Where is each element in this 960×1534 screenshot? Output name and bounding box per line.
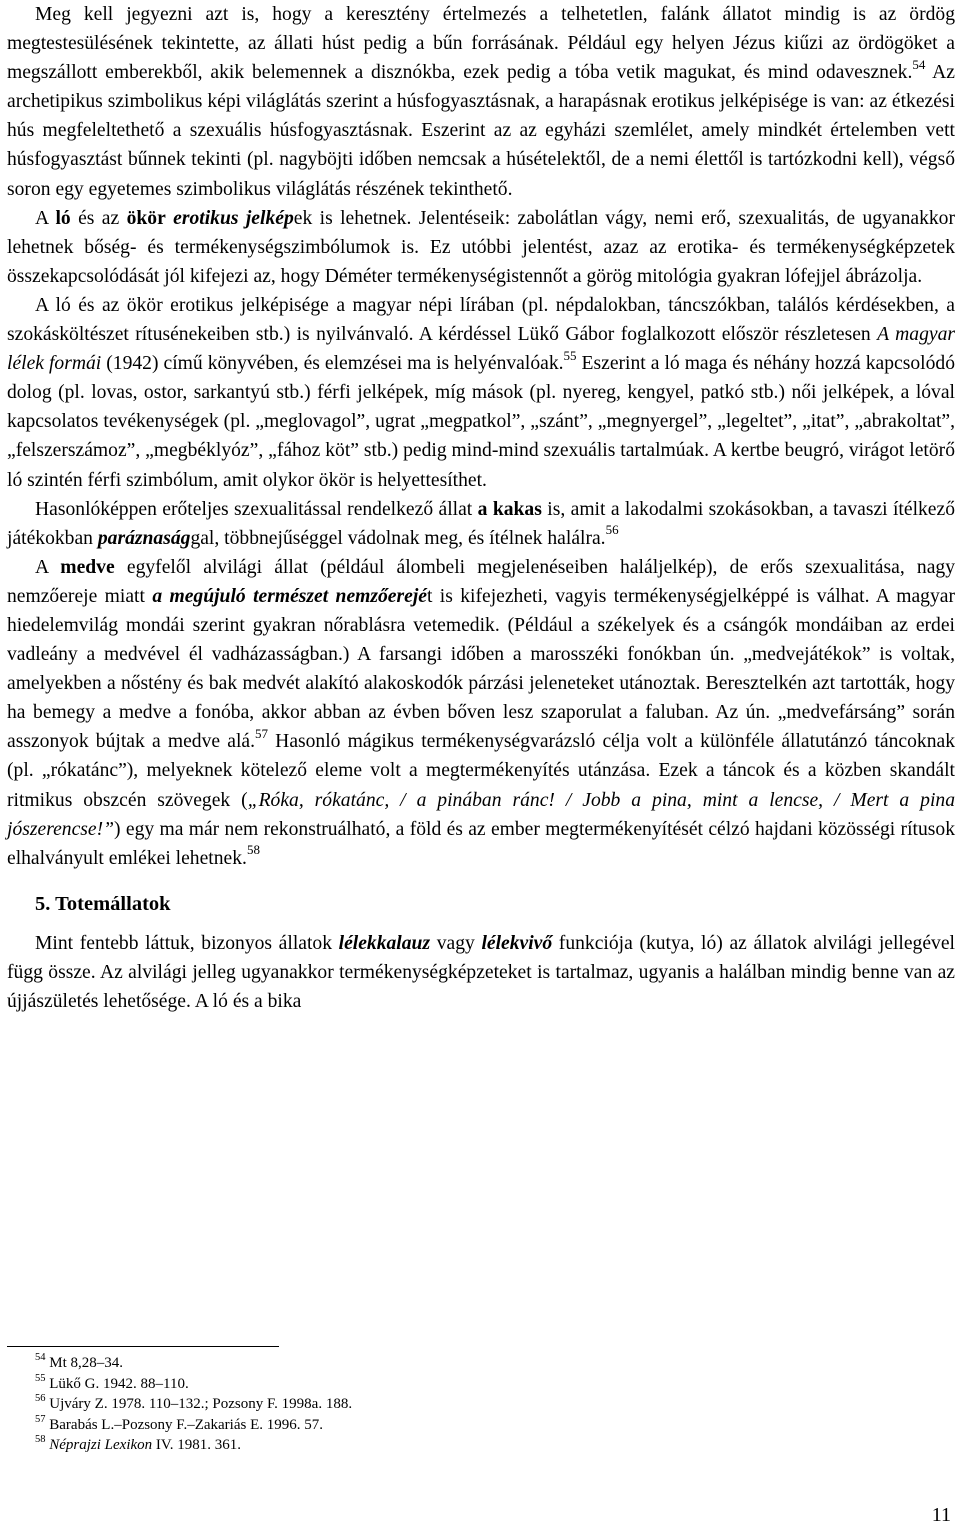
paragraph-bear: A medve egyfelől alvilági állat (például álombeli megjelenéseiben haláljelkép), de erős szexualitása, nagy nemzőereje miatt a megújuló természet nemzőerejét is kifejezheti, vagyis termékenységjelképpé is válhat. A magyar hiedelemvilág mondái szerint gyakran nőrablásra vetemedik. (Például a székelyek és a csángók mondáiban az erdei vadleány a medvével él vadházasságban.) A farsangi időben a marosszéki fonókban ún. „medvejátékok” is voltak, amelyekben a nőstény és bak medvét alakító alakoskodók párzási jeleneteket utánoztak. Beresztelkén azt tartották, hogy ha bemegy a medve a fonóba, akkor abban az évben bőven lesz szaporulat a faluban. Az ún. „medvefársáng” során asszonyok bújtak a medve alá.$^{57}$ Hasonló mágikus termékenységvarázsló célja volt a különféle állatutánzó táncoknak (pl. „rókatánc”), melyeknek kötelező eleme volt a megtermékenyítés utánzása. Ezek a táncok és a közben skandált ritmikus obszcén szövegek („Róka, rókatánc, / a pinában ránc! / Jobb a pina, mint a lencse, / Mert a pina jószerencse!”) egy ma már nem rekonstruálható, a föld és az ember megtermékenyítését célzó hajdani közösségi rítusok elhalványult emlékei lehetnek.$^{58}$ [7,556,956,869]
footnote-57: $^{57}$ Barabás L.–Pozsony F.–Zakariás E. 1996. 57. [35,1413,323,1433]
footnote-ref-58[interactable]: 58 [246,842,260,858]
footnote-55: $^{55}$ Lükő G. 1942. 88–110. [35,1372,189,1392]
footnote-ref-57[interactable]: 57 [254,725,268,741]
paragraph-folk-lyrics: A ló és az ökör erotikus jelképisége a magyar népi lírában (pl. népdalokban, táncszókban, találós kérdésekben, a szokásköltészet rítusénekeiben stb.) is nyilvánvaló. A kérdéssel Lükő Gábor foglalkozott először részletesen A magyar lélek formái (1942) című könyvében, és elemzései ma is helyénvalóak.$^{55}$ Eszerint a ló maga és néhány hozzá kapcsolódó dolog (pl. lovas, ostor, sarkantyú stb.) férfi jelképek, míg mások (pl. nyereg, kengyel, patkó stb.) női jelképek, a lóval kapcsolatos tevékenységek (pl. „meglovagol”, ugrat „megpatkol”, „szánt”, „megnyergel”, „legeltet”, „itat”, „abrakoltat”, „felszerszámoz”, „megbéklyóz”, „fához köt” stb.) pedig mind-mind szexuális tartalmúak. A kertbe beugró, virágot letörő ló szintén férfi szimbólum, amit olykor ökör is helyettesíthet. [7,294,955,491]
footnote-ref-55[interactable]: 55 [563,347,577,363]
folk-verse-quote: „Róka, rókatánc, / a pinában ránc! / Jobb a pina, mint a lencse, / Mert a pina jószerencse!” [7,789,956,840]
page-number: 11 [931,1504,951,1526]
paragraph-totem-animals: Mint fentebb láttuk, bizonyos állatok lélekkalauz vagy lélekvivő funkciója (kutya, ló) az állatok alvilági jellegével függ össze. Az alvilági jelleg ugyanakkor termékenységképzeteket is tartalmaz, ugyanis a halálban mindig benne van az újjászületés lehetősége. A ló és a bika [7,932,955,1012]
paragraph-horse-ox: A ló és az ökör erotikus jelképek is lehetnek. Jelentéseik: zabolátlan vágy, nemi erő, szexualitás, de ugyanakkor lehetnek bőség- és termékenységszimbólumok is. Ez utóbbi jelentést, azaz az erotika- és termékenységképzetek összekapcsolódását jól kifejezi az, hogy Déméter termékenységistennőt a görög mitológia gyakran lófejjel ábrázolja. [7,207,955,287]
footnote-divider [7,1346,279,1347]
footnotes [35,1353,352,1456]
paragraph-rooster: Hasonlóképpen erőteljes szexualitással rendelkező állat a kakas is, amit a lakodalmi szokásokban, a tavaszi ítélkező játékokban paráznasággal, többnejűséggel vádolnak meg, és ítélnek halálra.$^{56}$ [7,498,955,549]
footnote-54: $^{54}$ Mt 8,28–34. [35,1352,124,1371]
body-text [7,0,955,1016]
book-title: A magyar lélek formái [7,324,955,375]
footnote-ref-54[interactable]: 54 [912,56,926,72]
footnote-58: $^{58}$ Néprajzi Lexikon IV. 1981. 361. [35,1434,242,1453]
footnote-ref-56[interactable]: 56 [605,522,619,538]
page-content [7,0,955,1016]
section-heading: 5. Totemállatok [35,892,171,915]
footnote-56: $^{56}$ Ujváry Z. 1978. 110–132.; Pozsony F. 1998a. 188. [35,1393,353,1412]
paragraph-christian-interpretation: Meg kell jegyezni azt is, hogy a keresztény értelmezés a telhetetlen, falánk állatot mindig is az ördög megtestesülésének tekintette, az állati húst pedig a bűn forrásának. Például egy helyen Jézus kiűzi az ördögöket a megszállott emberekből, akik belemennek a disznókba, ezek pedig a tóba vetik magukat, és mind odavesznek.$^{54}$ Az archetipikus szimbolikus képi világlátás szerint a húsfogyasztásnak, a harapásnak erotikus jelképisége is van: az étkezési hús megfeleltethető a szexuális húsfogyasztásnak. Eszerint az az egyházi szemlélet, amely mindkét értelemben vett húsfogyasztást bűnnek tekinti (pl. nagyböjti időben nemcsak a húsételektől, de a nemi élettől is tartózkodni kell), végső soron egy egyetemes szimbolikus világlátás részének tekinthető. [7,4,955,200]
